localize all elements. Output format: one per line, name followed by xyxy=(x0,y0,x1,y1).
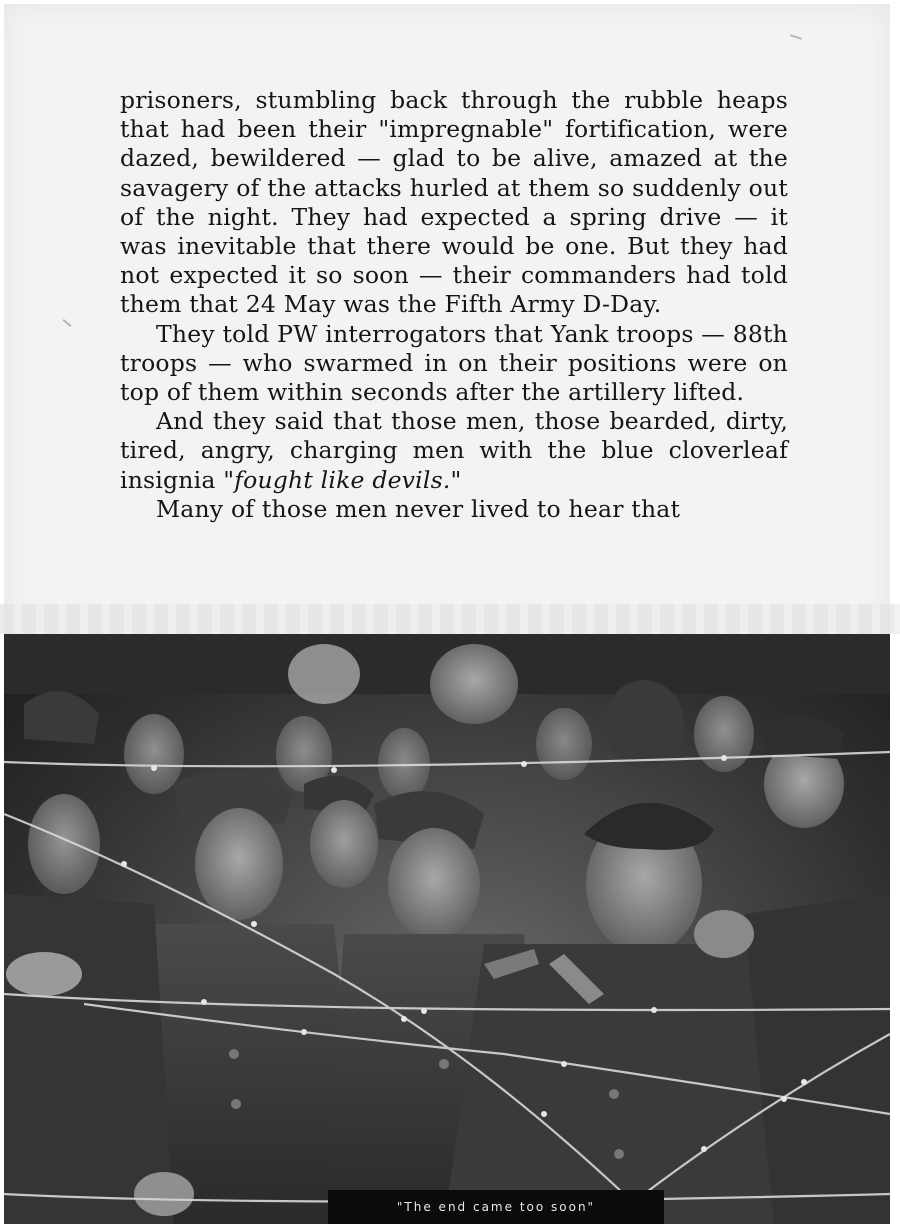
article-text xyxy=(120,86,788,524)
print-bleed-strip xyxy=(0,604,900,634)
paragraph-3-text: And they said that those men, those bearded, dirty, tired, angry, charging men with the blue cloverleaf insignia xyxy=(120,407,788,494)
quote-text: "fought like devils." xyxy=(223,465,462,494)
article-paragraph-4: Many of those men never lived to hear that xyxy=(156,494,681,523)
prisoners-photo xyxy=(4,634,890,1224)
article-paragraph-3 xyxy=(120,407,788,495)
article-paragraph-1: prisoners, stumbling back through the rubble heaps that had been their "impregnable" fortification, were dazed, bewildered — glad to be alive, amazed at the savagery of the attacks hurled at them so suddenly out of the night. They had expected a spring drive — it was inevitable that there would be one. But they had not expected it so soon — their commanders had told them that 24 May was the Fifth Army D-Day. xyxy=(120,86,788,319)
war-photo-icon xyxy=(4,634,890,1224)
photo-caption: "The end came too soon" xyxy=(328,1190,664,1224)
article-paragraph-2: They told PW interrogators that Yank troops — 88th troops — who swarmed in on their positions were on top of them within seconds after the artillery lifted. xyxy=(120,319,788,407)
